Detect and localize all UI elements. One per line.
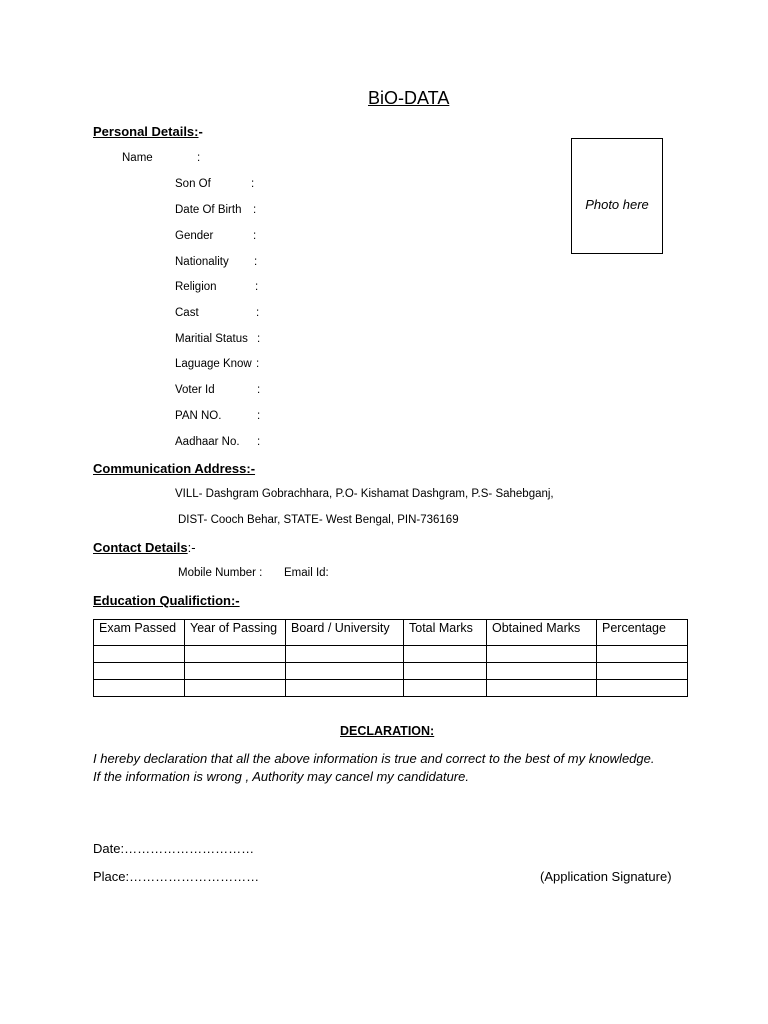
table-cell	[286, 680, 404, 697]
table-cell	[94, 646, 185, 663]
personal-details-heading	[93, 124, 203, 139]
contact-details-heading-suffix: :-	[187, 540, 196, 555]
field-label-name: Name	[122, 152, 153, 164]
table-cell	[94, 663, 185, 680]
table-cell	[286, 646, 404, 663]
table-cell	[487, 646, 597, 663]
address-line-1: VILL- Dashgram Gobrachhara, P.O- Kishamat Dashgram, P.S- Sahebganj,	[175, 488, 554, 500]
date-label: Date:…………………………	[93, 841, 255, 856]
column-header-percentage: Percentage	[597, 620, 688, 646]
field-colon-religion: :	[255, 281, 259, 293]
field-label-nationality: Nationality	[175, 256, 229, 268]
field-label-pan-no: PAN NO.	[175, 410, 222, 422]
field-label-religion: Religion	[175, 281, 217, 293]
field-label-gender: Gender	[175, 230, 214, 242]
page-title: BiO-DATA	[368, 88, 450, 108]
field-label-cast: Cast	[175, 307, 199, 319]
field-label-dob: Date Of Birth	[175, 204, 242, 216]
column-header-year-of-passing: Year of Passing	[185, 620, 286, 646]
table-cell	[487, 663, 597, 680]
education-table-header-row	[94, 620, 688, 646]
table-cell	[185, 680, 286, 697]
table-row	[94, 646, 688, 663]
photo-placeholder-box	[571, 138, 663, 254]
field-colon-dob: :	[253, 204, 257, 216]
field-label-aadhaar-no: Aadhaar No.	[175, 436, 240, 448]
email-id-label: Email Id:	[284, 567, 329, 579]
table-row	[94, 680, 688, 697]
table-cell	[404, 663, 487, 680]
field-colon-son-of: :	[251, 178, 255, 190]
personal-details-heading-text: Personal Details:	[93, 124, 199, 139]
personal-details-heading-suffix: -	[198, 124, 203, 139]
table-cell	[94, 680, 185, 697]
table-cell	[597, 646, 688, 663]
photo-placeholder-label: Photo here	[585, 197, 649, 212]
field-colon-nationality: :	[254, 256, 258, 268]
table-cell	[597, 663, 688, 680]
field-colon-gender: :	[253, 230, 257, 242]
communication-address-heading: Communication Address:-	[93, 461, 256, 476]
column-header-total-marks: Total Marks	[404, 620, 487, 646]
column-header-obtained-marks: Obtained Marks	[487, 620, 597, 646]
field-label-marital-status: Maritial Status	[175, 333, 248, 345]
field-colon-voter-id: :	[257, 384, 261, 396]
column-header-exam-passed: Exam Passed	[94, 620, 185, 646]
place-label: Place:…………………………	[93, 869, 260, 884]
field-colon-marital-status: :	[257, 333, 261, 345]
field-label-voter-id: Voter Id	[175, 384, 215, 396]
contact-details-heading-text: Contact Details	[93, 540, 188, 555]
mobile-number-label: Mobile Number :	[178, 567, 263, 579]
table-cell	[185, 646, 286, 663]
table-cell	[487, 680, 597, 697]
declaration-text	[93, 750, 693, 786]
field-colon-cast: :	[256, 307, 260, 319]
table-cell	[404, 680, 487, 697]
field-colon-pan-no: :	[257, 410, 261, 422]
declaration-line-1: I hereby declaration that all the above information is true and correct to the best of my knowledge.	[93, 751, 655, 766]
signature-label: (Application Signature)	[540, 869, 672, 884]
declaration-line-2: If the information is wrong , Authority may cancel my candidature.	[93, 769, 469, 784]
declaration-heading: DECLARATION:	[340, 724, 435, 738]
field-colon-language-known: :	[256, 358, 260, 370]
education-heading: Education Qualifiction:-	[93, 593, 240, 608]
address-line-2: DIST- Cooch Behar, STATE- West Bengal, PIN-736169	[178, 514, 459, 526]
education-table	[93, 619, 688, 697]
field-label-language-known: Laguage Know	[175, 358, 252, 370]
table-cell	[597, 680, 688, 697]
table-cell	[185, 663, 286, 680]
field-label-son-of: Son Of	[175, 178, 211, 190]
table-row	[94, 663, 688, 680]
table-cell	[404, 646, 487, 663]
column-header-board-university: Board / University	[286, 620, 404, 646]
field-colon-name: :	[197, 152, 201, 164]
table-cell	[286, 663, 404, 680]
field-colon-aadhaar-no: :	[257, 436, 261, 448]
contact-details-heading	[93, 540, 196, 555]
